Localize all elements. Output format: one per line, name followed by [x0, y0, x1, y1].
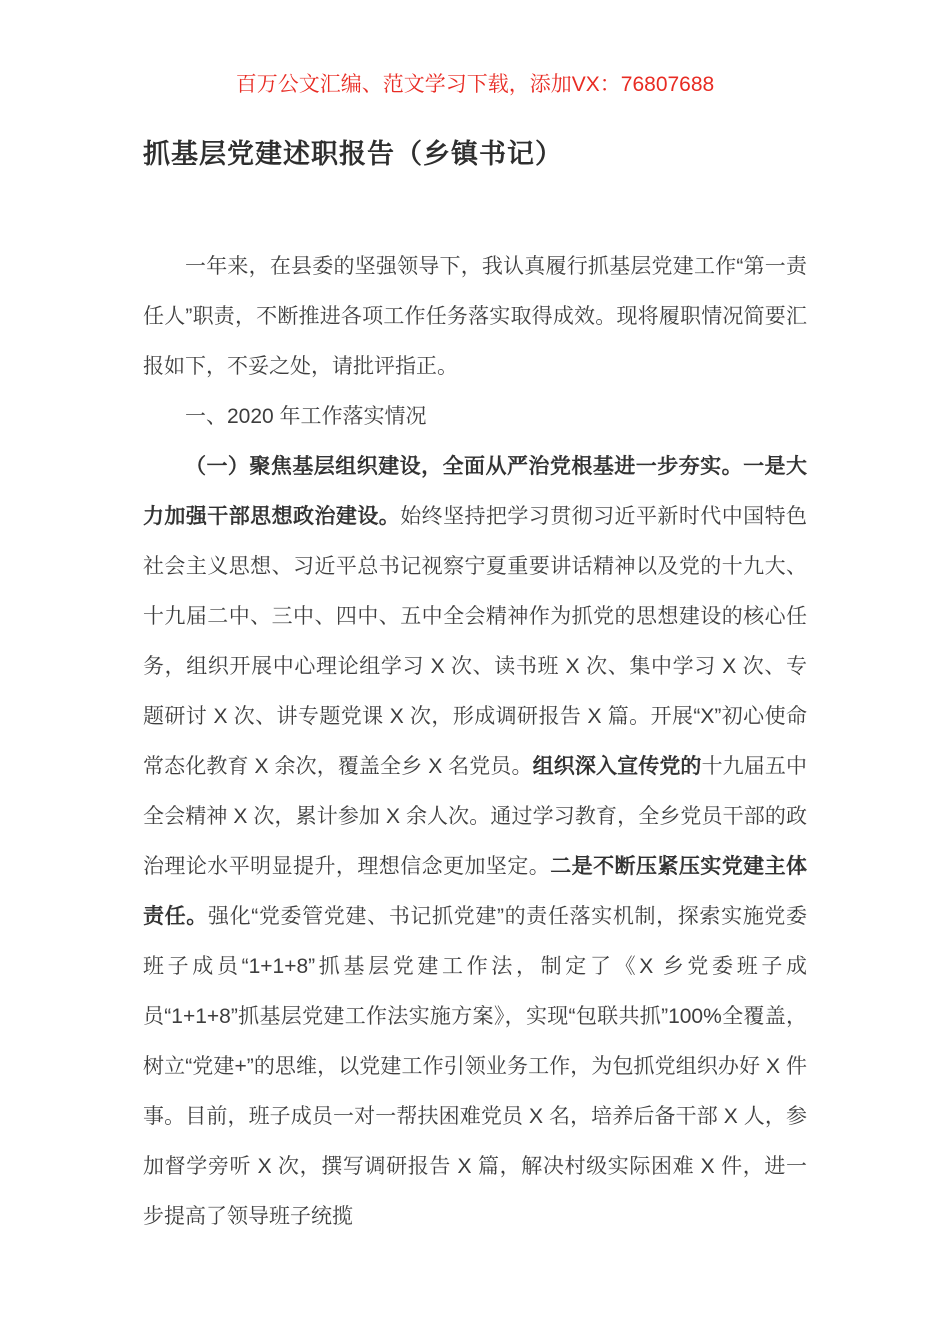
- text-run: 强化“党委管党建、书记抓党建”的责任落实机制，探索实施党委班子成员“1+1+8”抓基层党建工作法，制定了《X 乡党委班子成员“1+1+8”抓基层党建工作法实施方案》，实现“包联共抓”100%全覆盖，树立“党建+”的思维，以党建工作引领业务工作，为包抓党组织办好 X 件事。目前，班子成员一对一帮扶困难党员 X 名，培养后备干部 X 人，参加督学旁听 X 次，撰写调研报告 X 篇，解决村级实际困难 X 件，进一步提高了领导班子统揽: [143, 905, 807, 1228]
- text-run: 十九届五中全会精神 X 次，累计参加 X 余人次。通过学习教育，全乡党员干部的政治理论水平明显提升，理想信念更加坚定。: [143, 755, 808, 878]
- text-run: 始终坚持把学习贯彻习近平新时代中国特色社会主义思想、习近平总书记视察宁夏重要讲话精神以及党的十九大、十九届二中、三中、四中、五中全会精神作为抓党的思想建设的核心任务，组织开展中心理论组学习 X 次、读书班 X 次、集中学习 X 次、专题研讨 X 次、讲专题党课 X 次，形成调研报告 X 篇。开展“X”初心使命常态化教育 X 余次，覆盖全乡 X 名党员。: [143, 505, 808, 778]
- document-title: 抓基层党建述职报告（乡镇书记）: [143, 139, 563, 169]
- text-run: 一、2020 年工作落实情况: [185, 405, 427, 428]
- bold-text-run: 二是不断压紧压实党建主体责任。: [143, 855, 808, 928]
- notice-banner: 百万公文汇编、范文学习下载，添加VX：76807688: [235, 73, 715, 96]
- section-heading: [143, 392, 807, 442]
- bold-text-run: 组织深入宣传党的: [532, 755, 702, 778]
- text-run: 一年来，在县委的坚强领导下，我认真履行抓基层党建工作“第一责任人”职责，不断推进各项工作任务落实取得成效。现将履职情况简要汇报如下，不妥之处，请批评指正。: [143, 255, 807, 378]
- document-body: [143, 242, 807, 1242]
- bold-text-run: （一）聚焦基层组织建设，全面从严治党根基进一步夯实。一是大力加强干部思想政治建设。: [143, 455, 807, 528]
- paragraph: [143, 442, 807, 1242]
- paragraph: [143, 242, 807, 392]
